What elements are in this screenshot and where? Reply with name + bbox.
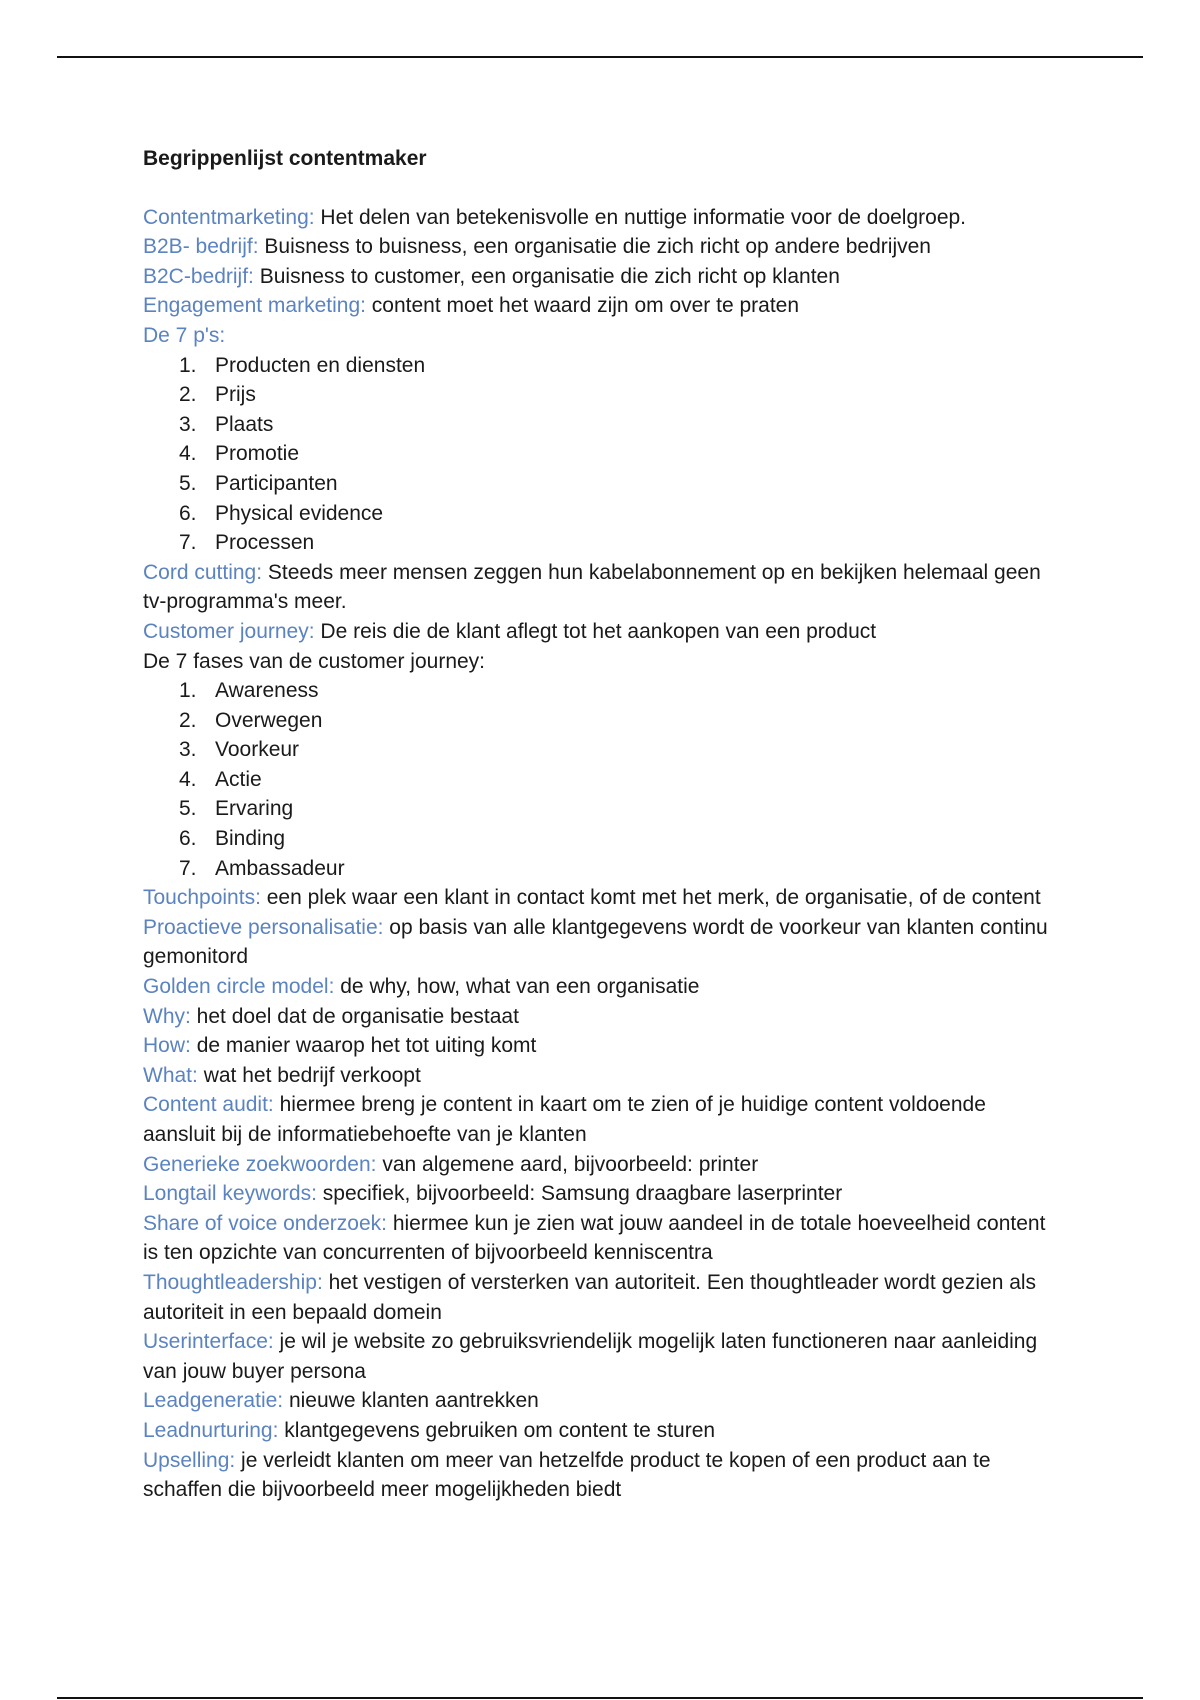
list-number: 6. xyxy=(179,501,197,525)
glossary-term: Customer journey: xyxy=(143,619,315,643)
list-item xyxy=(143,854,1063,884)
glossary-entry xyxy=(143,321,1063,351)
glossary-term: De 7 p's: xyxy=(143,323,226,347)
glossary-definition: Steeds meer mensen zeggen hun kabelabonnement op en bekijken helemaal geen tv-programma's meer. xyxy=(143,560,1041,614)
glossary-definition: Buisness to customer, een organisatie die zich richt op klanten xyxy=(253,264,840,288)
glossary-term: Thoughtleadership: xyxy=(143,1270,323,1294)
glossary-definition: hiermee breng je content in kaart om te zien of je huidige content voldoende aansluit bij de informatiebehoefte van je klanten xyxy=(143,1093,986,1146)
list-item xyxy=(143,528,1063,558)
glossary-entry xyxy=(143,203,1063,233)
list-number: 2. xyxy=(179,708,197,732)
glossary-entry xyxy=(143,558,1063,617)
document-title: Begrippenlijst contentmaker xyxy=(143,147,427,170)
glossary-entry xyxy=(143,1061,1063,1091)
glossary-term: Upselling: xyxy=(143,1448,236,1472)
glossary-term: Generieke zoekwoorden: xyxy=(143,1152,377,1176)
glossary-definition: content moet het waard zijn om over te praten xyxy=(365,294,800,318)
glossary-definition: wat het bedrijf verkoopt xyxy=(197,1063,421,1087)
list-item xyxy=(143,351,1063,381)
header-rule xyxy=(57,56,1143,58)
list-number: 4. xyxy=(179,442,197,466)
list-number: 3. xyxy=(179,738,197,762)
list-number: 3. xyxy=(179,412,197,436)
list-label: Plaats xyxy=(215,412,274,436)
glossary-definition: Het delen van betekenisvolle en nuttige informatie voor de doelgroep. xyxy=(314,205,967,229)
list-number: 5. xyxy=(179,797,197,821)
glossary-term: Proactieve personalisatie: xyxy=(143,915,384,939)
glossary-entry xyxy=(143,1446,1063,1505)
glossary-term: Engagement marketing: xyxy=(143,294,366,318)
glossary-definition: de manier waarop het tot uiting komt xyxy=(190,1034,537,1058)
glossary-term: Contentmarketing: xyxy=(143,205,315,229)
glossary-term: Leadgeneratie: xyxy=(143,1389,284,1413)
glossary-entry xyxy=(143,1209,1063,1268)
glossary-term: Touchpoints: xyxy=(143,886,261,910)
list-label: Ambassadeur xyxy=(215,856,345,880)
glossary-definition: specifiek, bijvoorbeeld: Samsung draagbare laserprinter xyxy=(316,1182,843,1206)
list-label: Awareness xyxy=(215,679,319,703)
list-number: 1. xyxy=(179,353,197,377)
glossary-term: Longtail keywords: xyxy=(143,1182,317,1206)
glossary-term: B2B- bedrijf: xyxy=(143,235,259,259)
glossary-definition: Buisness to buisness, een organisatie die zich richt op andere bedrijven xyxy=(258,235,931,259)
list-label: Producten en diensten xyxy=(215,353,426,377)
list-label: Overwegen xyxy=(215,708,323,732)
glossary-entry xyxy=(143,1150,1063,1180)
list-item xyxy=(143,439,1063,469)
glossary-definition: klantgegevens gebruiken om content te sturen xyxy=(278,1418,716,1442)
glossary-term: Cord cutting: xyxy=(143,560,263,584)
glossary-definition: van algemene aard, bijvoorbeeld: printer xyxy=(376,1152,759,1176)
glossary-entry xyxy=(143,262,1063,292)
list-label: Physical evidence xyxy=(215,501,384,525)
list-label: Ervaring xyxy=(215,797,294,821)
glossary-definition: nieuwe klanten aantrekken xyxy=(283,1389,539,1413)
glossary-term: Content audit: xyxy=(143,1093,274,1117)
glossary-term: Share of voice onderzoek: xyxy=(143,1211,387,1235)
list-item xyxy=(143,499,1063,529)
list-label: Promotie xyxy=(215,442,300,466)
document-body xyxy=(143,144,1063,1505)
glossary-entry xyxy=(143,1416,1063,1446)
list-label: Actie xyxy=(215,767,262,791)
list-number: 2. xyxy=(179,383,197,407)
list-number: 4. xyxy=(179,767,197,791)
phases-heading: De 7 fases van de customer journey: xyxy=(143,649,486,673)
list-label: Binding xyxy=(215,827,286,851)
seven-ps-list xyxy=(143,351,1063,558)
glossary-entry xyxy=(143,1031,1063,1061)
glossary-definition: de why, how, what van een organisatie xyxy=(334,975,700,999)
glossary-entry xyxy=(143,1327,1063,1386)
glossary-definition: je wil je website zo gebruiksvriendelijk mogelijk laten functioneren naar aanleiding van jouw buyer persona xyxy=(143,1330,1038,1383)
list-item xyxy=(143,676,1063,706)
list-number: 5. xyxy=(179,471,197,495)
glossary-term: What: xyxy=(143,1063,198,1087)
glossary-entry xyxy=(143,913,1063,972)
list-item xyxy=(143,706,1063,736)
list-item xyxy=(143,735,1063,765)
list-item xyxy=(143,410,1063,440)
glossary-definition: het doel dat de organisatie bestaat xyxy=(190,1004,519,1028)
glossary-definition: een plek waar een klant in contact komt met het merk, de organisatie, of de content xyxy=(260,886,1041,910)
glossary-entry xyxy=(143,291,1063,321)
glossary-term: B2C-bedrijf: xyxy=(143,264,254,288)
glossary-definition: hiermee kun je zien wat jouw aandeel in de totale hoeveelheid content is ten opzichte van concurrenten of bijvoorbeeld kenniscentra xyxy=(143,1211,1046,1265)
list-number: 6. xyxy=(179,827,197,851)
glossary-term: Golden circle model: xyxy=(143,975,335,999)
glossary-entry xyxy=(143,1002,1063,1032)
glossary-term: How: xyxy=(143,1034,191,1058)
glossary-term: Leadnurturing: xyxy=(143,1418,279,1442)
glossary-term: Why: xyxy=(143,1004,191,1028)
glossary-definition: De reis die de klant aflegt tot het aankopen van een product xyxy=(314,619,877,643)
glossary-entry xyxy=(143,883,1063,913)
glossary-entry xyxy=(143,232,1063,262)
glossary-definition: het vestigen of versterken van autoriteit. Een thoughtleader wordt gezien als autoriteit in een bepaald domein xyxy=(143,1270,1037,1324)
list-item xyxy=(143,765,1063,795)
journey-phases-list xyxy=(143,676,1063,883)
list-label: Prijs xyxy=(215,383,256,407)
list-item xyxy=(143,824,1063,854)
footer-rule xyxy=(57,1697,1143,1699)
glossary-entry xyxy=(143,1268,1063,1327)
list-label: Voorkeur xyxy=(215,738,300,762)
list-number: 7. xyxy=(179,856,197,880)
list-item xyxy=(143,469,1063,499)
list-number: 7. xyxy=(179,531,197,555)
list-label: Participanten xyxy=(215,471,338,495)
glossary-entry xyxy=(143,1179,1063,1209)
list-label: Processen xyxy=(215,531,315,555)
list-item xyxy=(143,380,1063,410)
glossary-entry xyxy=(143,1090,1063,1149)
glossary-entry xyxy=(143,972,1063,1002)
glossary-entry xyxy=(143,1386,1063,1416)
glossary-entry xyxy=(143,617,1063,647)
list-item xyxy=(143,794,1063,824)
list-number: 1. xyxy=(179,679,197,703)
glossary-term: Userinterface: xyxy=(143,1330,274,1354)
glossary-definition: je verleidt klanten om meer van hetzelfde product te kopen of een product aan te schaffen die bijvoorbeeld meer mogelijkheden biedt xyxy=(143,1448,991,1502)
glossary-definition: op basis van alle klantgegevens wordt de voorkeur van klanten continu gemonitord xyxy=(143,915,1048,969)
